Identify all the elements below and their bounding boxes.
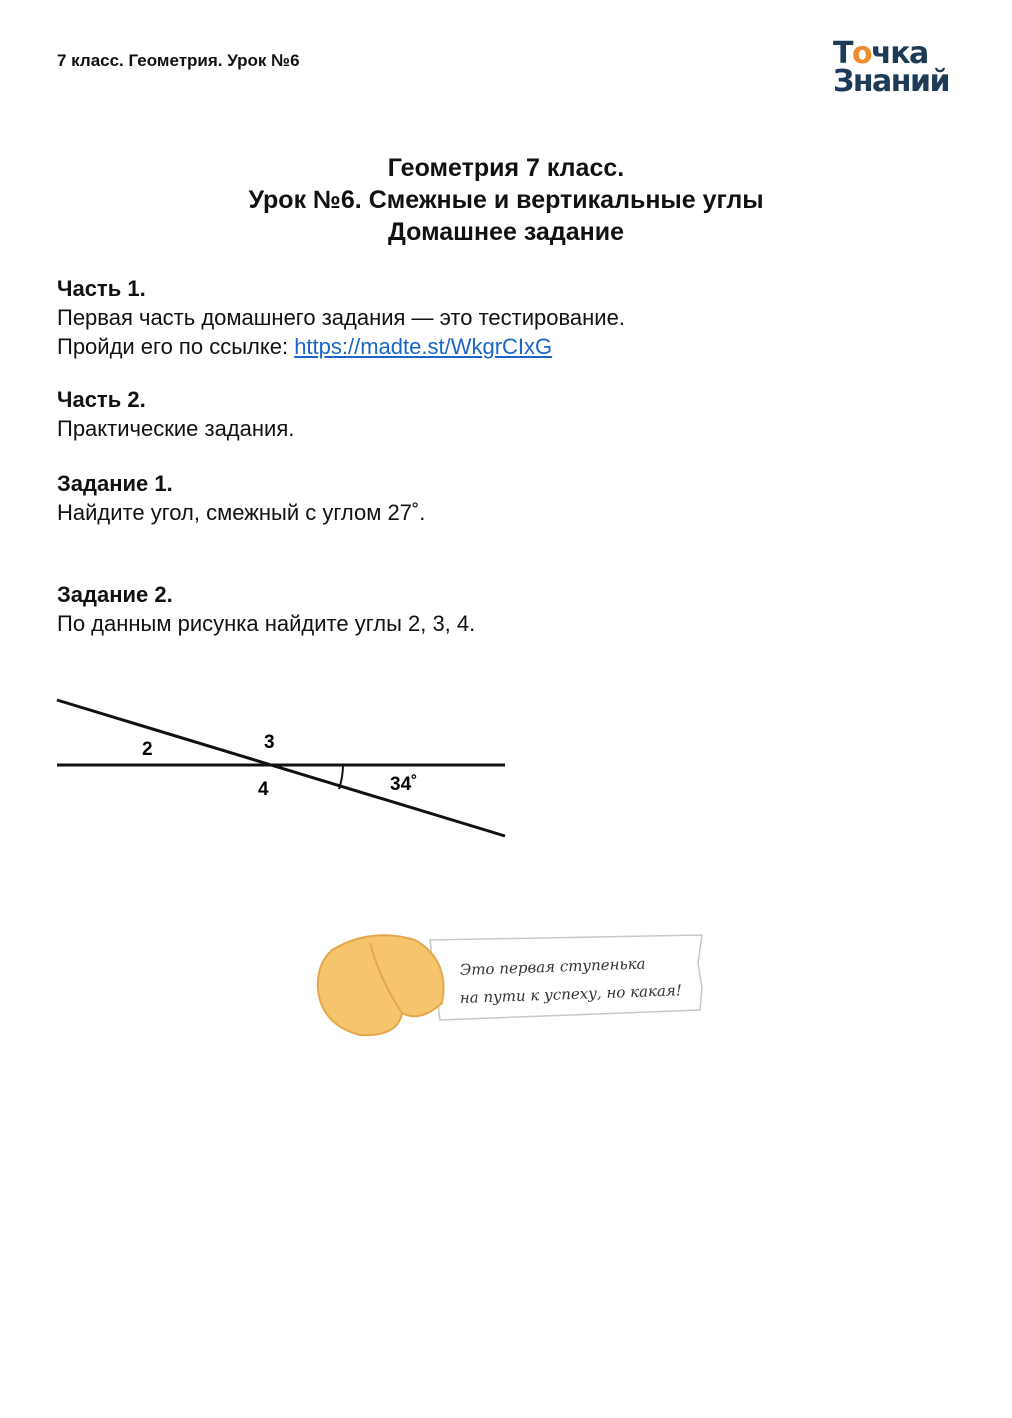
task1-text: Найдите угол, смежный с углом 27˚. <box>57 500 426 525</box>
test-link[interactable]: https://madte.st/WkgrCIxG <box>294 334 553 359</box>
logo-line1: Точка <box>833 36 928 71</box>
task1-section <box>57 469 425 527</box>
part2-text: Практические задания. <box>57 416 295 441</box>
part1-text: Первая часть домашнего задания — это тестирование. <box>57 305 625 330</box>
task2-heading: Задание 2. <box>57 582 173 607</box>
fortune-line-1: Это первая ступенька <box>459 954 646 979</box>
angle-label-2: 2 <box>142 739 153 760</box>
fortune-cookie-banner <box>310 925 710 1045</box>
part1-heading: Часть 1. <box>57 276 146 301</box>
title-line-3: Домашнее задание <box>388 218 624 246</box>
angle-label-4: 4 <box>258 779 269 800</box>
slanted-line <box>57 700 505 836</box>
task2-section <box>57 580 475 638</box>
angle-label-3: 3 <box>264 732 275 753</box>
title-line-2: Урок №6. Смежные и вертикальные углы <box>248 186 764 214</box>
title-line-1: Геометрия 7 класс. <box>387 154 625 182</box>
part1-section <box>57 274 625 361</box>
part1-link-line <box>57 332 625 361</box>
part1-link-prefix: Пройди его по ссылке: <box>57 334 295 359</box>
tochka-znaniy-logo <box>833 36 950 99</box>
part2-section <box>57 385 294 443</box>
fortune-line-2: на пути к успеху, но какая! <box>459 981 683 1007</box>
page-title <box>0 152 1012 248</box>
fortune-cookie-icon <box>318 935 444 1035</box>
angles-figure <box>50 690 520 850</box>
task2-text: По данным рисунка найдите углы 2, 3, 4. <box>57 611 476 636</box>
logo-line2: Знаний <box>833 64 950 99</box>
part2-heading: Часть 2. <box>57 387 146 412</box>
angle-label-34: 34˚ <box>390 774 418 795</box>
task1-heading: Задание 1. <box>57 471 173 496</box>
course-header: 7 класс. Геометрия. Урок №6 <box>57 51 300 70</box>
